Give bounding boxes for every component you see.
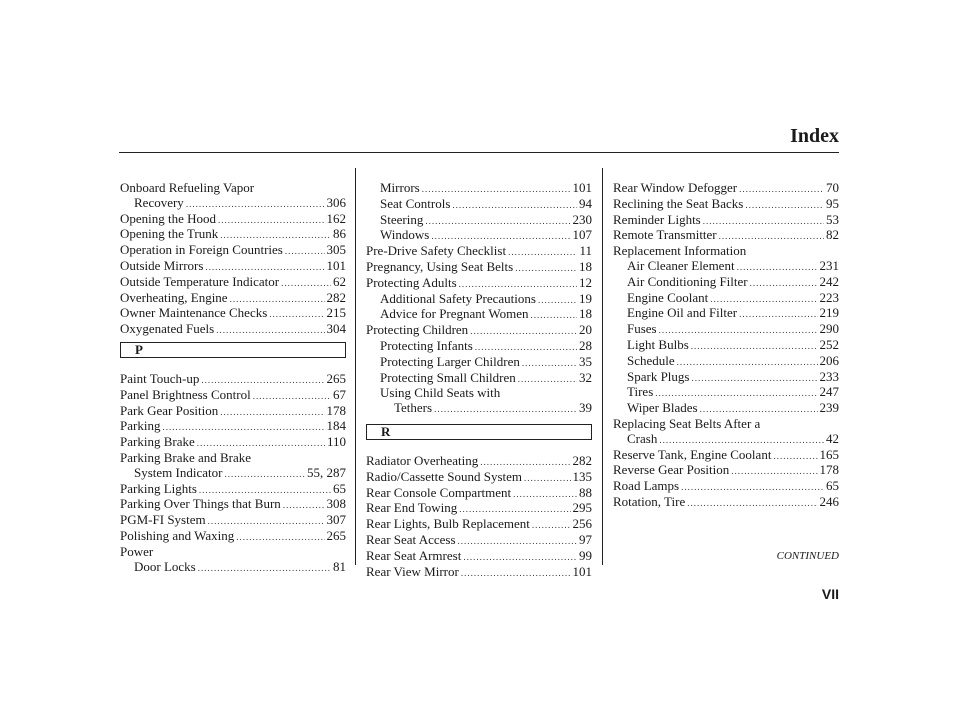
index-entry: Reserve Tank, Engine Coolant ..... 165 bbox=[613, 448, 839, 464]
dot-leader bbox=[186, 197, 325, 212]
index-entry: Power bbox=[120, 543, 154, 559]
dot-leader bbox=[691, 339, 818, 354]
dot-leader bbox=[269, 307, 324, 322]
index-entry: Rotation, Tire ..... 246 bbox=[613, 495, 839, 511]
index-entry: Seat Controls ..... 94 bbox=[366, 197, 592, 213]
column-divider bbox=[602, 168, 603, 565]
dot-leader bbox=[285, 244, 325, 259]
index-entry: Parking Brake and Brake bbox=[120, 449, 252, 465]
index-entry: Reclining the Seat Backs ..... 95 bbox=[613, 197, 839, 213]
index-entry: Rear Window Defogger ..... 70 bbox=[613, 181, 839, 197]
index-entry: Radiator Overheating ..... 282 bbox=[366, 454, 592, 470]
dot-leader bbox=[655, 386, 817, 401]
index-entry: Outside Mirrors ..... 101 bbox=[120, 259, 346, 275]
section-letter-p: P bbox=[120, 342, 346, 358]
index-entry: Light Bulbs ..... 252 bbox=[613, 338, 839, 354]
dot-leader bbox=[230, 292, 325, 307]
index-entry: Protecting Larger Children ..... 35 bbox=[366, 355, 592, 371]
dot-leader bbox=[691, 371, 817, 386]
index-column-1 bbox=[120, 181, 346, 575]
dot-leader bbox=[224, 467, 305, 482]
column-divider bbox=[355, 168, 356, 565]
dot-leader bbox=[538, 293, 577, 308]
dot-leader bbox=[459, 277, 577, 292]
index-entry: Parking Brake ..... 110 bbox=[120, 435, 346, 451]
dot-leader bbox=[218, 213, 324, 228]
dot-leader bbox=[737, 260, 818, 275]
dot-leader bbox=[201, 373, 324, 388]
index-entry: Air Cleaner Element ..... 231 bbox=[613, 259, 839, 275]
index-entry: Outside Temperature Indicator ..... 62 bbox=[120, 275, 346, 291]
dot-leader bbox=[162, 420, 324, 435]
index-entry: Schedule ..... 206 bbox=[613, 354, 839, 370]
index-entry: Engine Oil and Filter ..... 219 bbox=[613, 306, 839, 322]
dot-leader bbox=[508, 245, 577, 260]
index-entry: Recovery ..... 306 bbox=[120, 196, 346, 212]
dot-leader bbox=[515, 261, 577, 276]
dot-leader bbox=[750, 276, 818, 291]
index-entry: PGM-FI System ..... 307 bbox=[120, 513, 346, 529]
index-entry: Windows ..... 107 bbox=[366, 228, 592, 244]
index-entry: Replacing Seat Belts After a bbox=[613, 415, 761, 431]
index-entry: Radio/Cassette Sound System ..... 135 bbox=[366, 470, 592, 486]
index-column-2 bbox=[366, 181, 592, 580]
dot-leader bbox=[659, 323, 818, 338]
index-entry: Parking Over Things that Burn ..... 308 bbox=[120, 497, 346, 513]
index-entry: System Indicator ..... 55, 287 bbox=[120, 466, 346, 482]
dot-leader bbox=[431, 229, 570, 244]
dot-leader bbox=[220, 405, 324, 420]
dot-leader bbox=[425, 214, 570, 229]
section-letter-r: R bbox=[366, 424, 592, 440]
index-entry: Rear Seat Armrest ..... 99 bbox=[366, 549, 592, 565]
dot-leader bbox=[452, 198, 577, 213]
index-column-3 bbox=[613, 181, 839, 511]
dot-leader bbox=[518, 372, 577, 387]
dot-leader bbox=[458, 534, 577, 549]
dot-leader bbox=[659, 433, 824, 448]
index-entry: Rear Console Compartment ..... 88 bbox=[366, 486, 592, 502]
dot-leader bbox=[422, 182, 571, 197]
index-entry: Protecting Adults ..... 12 bbox=[366, 276, 592, 292]
page-number: VII bbox=[821, 586, 839, 602]
header-rule bbox=[119, 152, 839, 153]
dot-leader bbox=[463, 550, 577, 565]
index-entry: Paint Touch-up ..... 265 bbox=[120, 372, 346, 388]
index-entry: Operation in Foreign Countries ..... 305 bbox=[120, 243, 346, 259]
index-entry: Overheating, Engine ..... 282 bbox=[120, 291, 346, 307]
index-entry: Rear End Towing ..... 295 bbox=[366, 501, 592, 517]
dot-leader bbox=[220, 228, 331, 243]
index-entry: Protecting Infants ..... 28 bbox=[366, 339, 592, 355]
dot-leader bbox=[198, 561, 331, 576]
index-entry: Polishing and Waxing ..... 265 bbox=[120, 529, 346, 545]
dot-leader bbox=[459, 502, 570, 517]
dot-leader bbox=[475, 340, 577, 355]
index-entry: Parking Lights ..... 65 bbox=[120, 482, 346, 498]
index-entry: Engine Coolant ..... 223 bbox=[613, 291, 839, 307]
index-entry: Protecting Small Children ..... 32 bbox=[366, 371, 592, 387]
dot-leader bbox=[216, 323, 324, 338]
index-entry: Spark Plugs ..... 233 bbox=[613, 370, 839, 386]
dot-leader bbox=[710, 292, 817, 307]
index-entry: Steering ..... 230 bbox=[366, 213, 592, 229]
index-entry: Crash ..... 42 bbox=[613, 432, 839, 448]
dot-leader bbox=[236, 530, 324, 545]
index-entry: Reverse Gear Position ..... 178 bbox=[613, 463, 839, 479]
dot-leader bbox=[205, 260, 324, 275]
index-entry: Protecting Children ..... 20 bbox=[366, 323, 592, 339]
dot-leader bbox=[681, 480, 824, 495]
dot-leader bbox=[253, 389, 331, 404]
dot-leader bbox=[199, 483, 331, 498]
dot-leader bbox=[745, 198, 824, 213]
index-entry: Parking ..... 184 bbox=[120, 419, 346, 435]
dot-leader bbox=[773, 449, 817, 464]
index-entry: Onboard Refueling Vapor bbox=[120, 180, 255, 195]
index-entry: Road Lamps ..... 65 bbox=[613, 479, 839, 495]
dot-leader bbox=[461, 566, 571, 581]
index-entry: Owner Maintenance Checks ..... 215 bbox=[120, 306, 346, 322]
dot-leader bbox=[513, 487, 577, 502]
dot-leader bbox=[677, 355, 818, 370]
index-entry: Rear Lights, Bulb Replacement ..... 256 bbox=[366, 517, 592, 533]
index-entry: Rear Seat Access ..... 97 bbox=[366, 533, 592, 549]
dot-leader bbox=[531, 308, 577, 323]
continued-label: CONTINUED bbox=[776, 550, 839, 562]
dot-leader bbox=[434, 402, 577, 417]
dot-leader bbox=[470, 324, 577, 339]
index-entry: Pre-Drive Safety Checklist ..... 11 bbox=[366, 244, 592, 260]
dot-leader bbox=[703, 214, 824, 229]
index-entry: Additional Safety Precautions ..... 19 bbox=[366, 292, 592, 308]
index-entry: Rear View Mirror ..... 101 bbox=[366, 565, 592, 581]
index-entry: Panel Brightness Control ..... 67 bbox=[120, 388, 346, 404]
index-entry: Air Conditioning Filter ..... 242 bbox=[613, 275, 839, 291]
dot-leader bbox=[522, 356, 577, 371]
dot-leader bbox=[197, 436, 325, 451]
dot-leader bbox=[719, 229, 824, 244]
index-entry: Using Child Seats with bbox=[380, 385, 501, 401]
dot-leader bbox=[731, 464, 817, 479]
index-entry: Replacement Information bbox=[613, 243, 747, 259]
index-entry: Fuses ..... 290 bbox=[613, 322, 839, 338]
dot-leader bbox=[739, 182, 824, 197]
dot-leader bbox=[687, 496, 817, 511]
index-entry: Mirrors ..... 101 bbox=[366, 181, 592, 197]
dot-leader bbox=[283, 498, 325, 513]
index-entry: Advice for Pregnant Women ..... 18 bbox=[366, 307, 592, 323]
dot-leader bbox=[208, 514, 325, 529]
index-entry: Tires ..... 247 bbox=[613, 385, 839, 401]
dot-leader bbox=[480, 455, 570, 470]
index-entry: Wiper Blades ..... 239 bbox=[613, 401, 839, 417]
dot-leader bbox=[281, 276, 331, 291]
dot-leader bbox=[532, 518, 571, 533]
page-title: Index bbox=[790, 125, 839, 147]
index-entry: Oxygenated Fuels ..... 304 bbox=[120, 322, 346, 338]
index-entry: Reminder Lights ..... 53 bbox=[613, 213, 839, 229]
index-entry: Remote Transmitter ..... 82 bbox=[613, 228, 839, 244]
index-entry: Door Locks ..... 81 bbox=[120, 560, 346, 576]
index-entry: Tethers ..... 39 bbox=[366, 401, 592, 417]
index-entry: Opening the Hood ..... 162 bbox=[120, 212, 346, 228]
dot-leader bbox=[739, 307, 817, 322]
index-entry: Opening the Trunk ..... 86 bbox=[120, 227, 346, 243]
index-entry: Park Gear Position ..... 178 bbox=[120, 404, 346, 420]
dot-leader bbox=[700, 402, 818, 417]
dot-leader bbox=[524, 471, 571, 486]
index-entry: Pregnancy, Using Seat Belts ..... 18 bbox=[366, 260, 592, 276]
